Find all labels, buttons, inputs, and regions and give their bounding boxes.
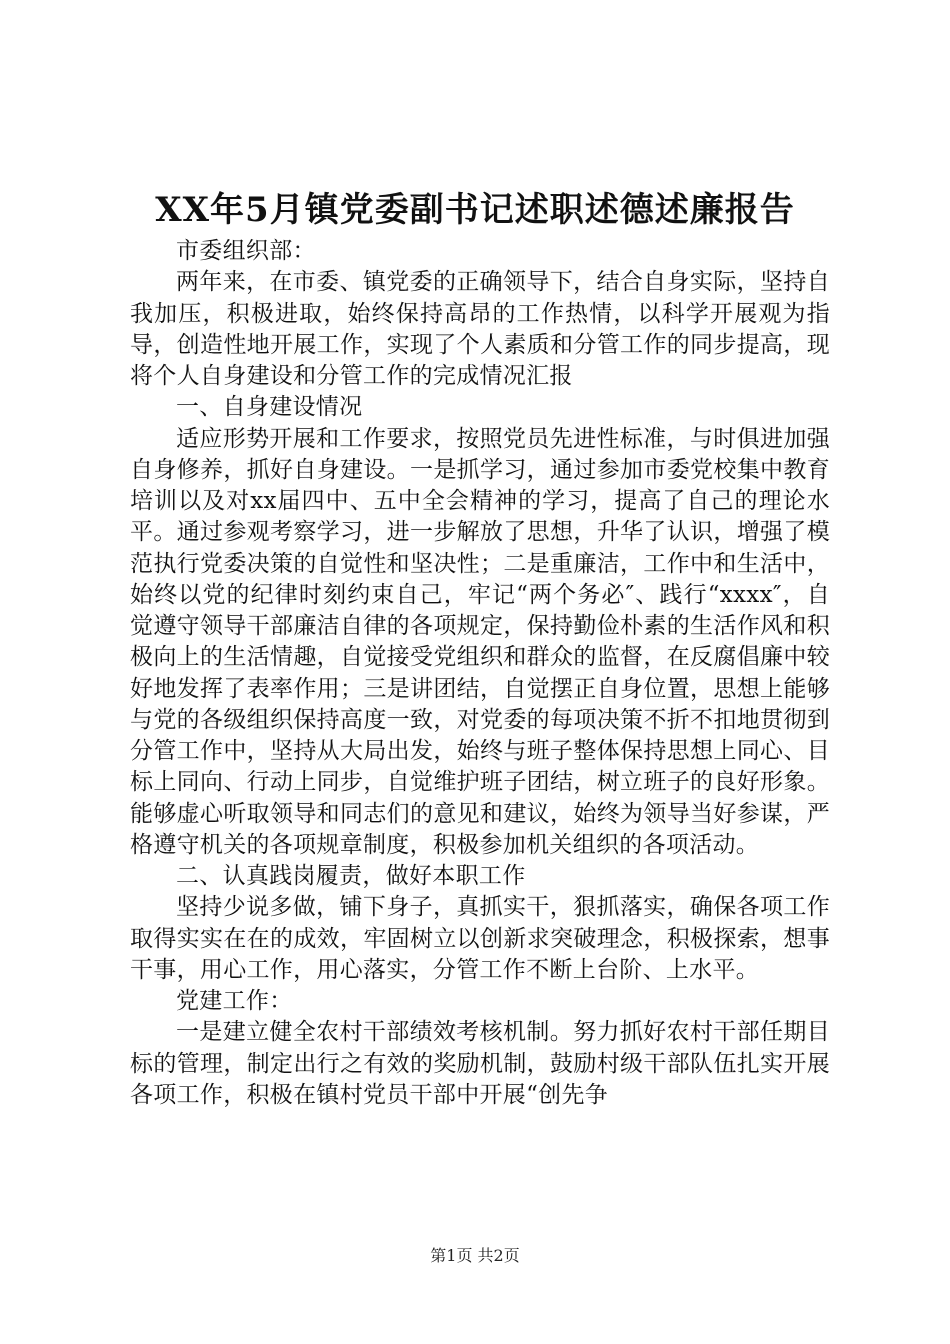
section-1-paragraph: 适应形势开展和工作要求，按照党员先进性标准，与时俱进加强自身修养，抓好自身建设。一是抓学习，通过参加市委党校集中教育培训以及对xx届四中、五中全会精神的学习，提高了自己的理论水平。通过参观考察学习，进一步解放了思想，升华了认识，增强了模范执行党委决策的自觉性和坚决性；二是重廉洁，工作中和生活中，始终以党的纪律时刻约束自己，牢记“两个务必″、践行“xxxx″，自觉遵守领导干部廉洁自律的各项规定，保持勤俭朴素的生活作风和积极向上的生活情趣，自觉接受党组织和群众的监督，在反腐倡廉中较好地发挥了表率作用；三是讲团结，自觉摆正自身位置，思想上能够与党的各级组织保持高度一致，对党委的每项决策不折不扣地贯彻到分管工作中，坚持从大局出发，始终与班子整体保持思想上同心、目标上同向、行动上同步，自觉维护班子团结，树立班子的良好形象。能够虚心听取领导和同志们的意见和建议，始终为领导当好参谋，严格遵守机关的各项规章制度，积极参加机关组织的各项活动。 — [130, 425, 830, 858]
section-heading-2: 二、认真践岗履责，做好本职工作 — [176, 863, 526, 889]
subsection-heading-party-building: 党建工作： — [176, 988, 293, 1014]
section-heading-1: 一、自身建设情况 — [176, 394, 363, 421]
salutation: 市委组织部： — [176, 238, 316, 264]
page-number-footer: 第1页 共2页 — [430, 1246, 520, 1265]
section-2-paragraph: 坚持少说多做，铺下身子，真抓实干，狠抓落实，确保各项工作取得实实在在的成效，牢固树立以创新求突破理念，积极探索，想事干事，用心工作，用心落实，分管工作不断上台阶、上水平。 — [130, 894, 830, 983]
party-building-paragraph: 一是建立健全农村干部绩效考核机制。努力抓好农村干部任期目标的管理，制定出行之有效的奖励机制，鼓励村级干部队伍扎实开展各项工作，积极在镇村党员干部中开展“创先争 — [130, 1019, 830, 1108]
document-body — [130, 236, 830, 1111]
document-title: XX年5月镇党委副书记述职述德述廉报告 — [155, 190, 795, 230]
intro-paragraph: 两年来，在市委、镇党委的正确领导下，结合自身实际，坚持自我加压，积极进取，始终保持高昂的工作热情，以科学开展观为指导，创造性地开展工作，实现了个人素质和分管工作的同步提高，现将个人自身建设和分管工作的完成情况汇报 — [130, 269, 830, 389]
